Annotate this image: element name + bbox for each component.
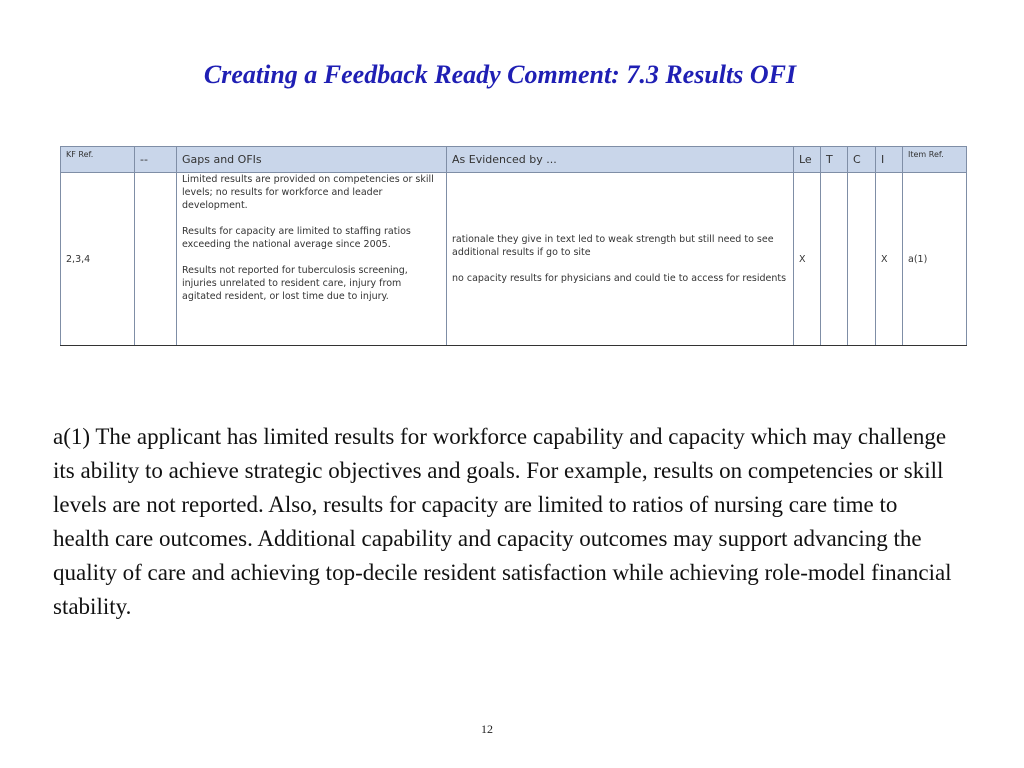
slide-title: Creating a Feedback Ready Comment: 7.3 Results OFI — [203, 60, 797, 89]
cell-le: X — [794, 173, 821, 346]
gap-item: Limited results are provided on competencies or skill levels; no results for workforce and leader development. — [182, 174, 434, 211]
page-number: 12 — [481, 722, 493, 736]
evidence-item: no capacity results for physicians and could tie to access for residents — [452, 273, 787, 284]
header-kf-ref: KF Ref. — [61, 147, 135, 173]
cell-dash — [135, 173, 177, 346]
ofi-table — [60, 146, 967, 346]
header-evidenced: As Evidenced by ... — [447, 147, 794, 173]
header-dash: -- — [135, 147, 177, 173]
cell-c — [848, 173, 876, 346]
header-gaps: Gaps and OFIs — [177, 147, 447, 173]
cell-evidenced — [447, 173, 794, 346]
table-row — [61, 173, 967, 346]
evidence-item: rationale they give in text led to weak strength but still need to see additional results if go to site — [452, 234, 774, 258]
header-c: C — [848, 147, 876, 173]
header-i: I — [876, 147, 903, 173]
cell-item-ref: a(1) — [903, 173, 967, 346]
cell-t — [821, 173, 848, 346]
header-le: Le — [794, 147, 821, 173]
header-t: T — [821, 147, 848, 173]
feedback-comment: a(1) The applicant has limited results for workforce capability and capacity which may challenge its ability to achieve strategic objectives and goals. For example, results on competencies or skill levels are not reported. Also, results for capacity are limited to ratios of nursing care time to health care outcomes. Additional capability and capacity outcomes may support advancing the quality of care and achieving top-decile resident satisfaction while achieving role-model financial stability. — [53, 424, 952, 619]
gap-item: Results not reported for tuberculosis screening, injuries unrelated to resident care, injury from agitated resident, or lost time due to injury. — [182, 265, 408, 302]
table-header-row — [61, 147, 967, 173]
header-item-ref: Item Ref. — [903, 147, 967, 173]
cell-gaps — [177, 173, 447, 346]
cell-i: X — [876, 173, 903, 346]
cell-kf-ref: 2,3,4 — [61, 173, 135, 346]
gap-item: Results for capacity are limited to staffing ratios exceeding the national average since 2005. — [182, 226, 411, 250]
